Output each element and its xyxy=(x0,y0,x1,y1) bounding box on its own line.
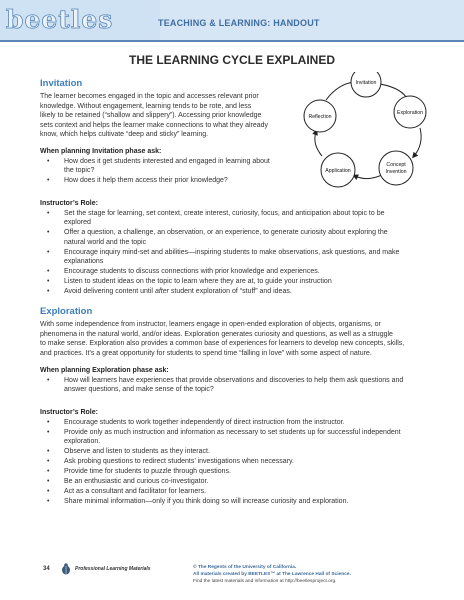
invitation-role-list xyxy=(40,209,440,297)
node-label-exploration: Exploration xyxy=(397,110,423,116)
exploration-line: phenomena in the natural world, and/or ideas. Exploration generates curiosity and questions, as well as a struggle xyxy=(40,330,393,338)
learning-cycle-diagram xyxy=(300,72,450,214)
list-item-line: • Provide only as much instruction and information as necessary to set students up for successful independent xyxy=(64,428,401,436)
invitation-ask-list xyxy=(40,157,310,186)
invitation-line: sets context and helps the learner make connections to what they already xyxy=(40,121,269,129)
list-item xyxy=(40,477,440,486)
list-item-line: • Listen to student ideas on the topic to learn where they are at, to guide your instruction xyxy=(64,277,332,285)
copyright-line: © The Regents of the University of California. xyxy=(193,565,297,570)
exploration-line: to make sense. Exploration also provides a common base of experiences for learners to develop new concepts, skills, xyxy=(40,340,405,348)
exploration-heading: Exploration xyxy=(40,306,93,317)
list-item xyxy=(40,418,440,427)
list-item xyxy=(40,497,440,506)
cycle-node-concept-invention xyxy=(379,151,413,185)
node-label-invention: Invention xyxy=(385,169,407,175)
list-item xyxy=(40,376,440,395)
list-item-line: • Set the stage for learning, set context, create interest, curiosity, focus, and anticipation about topic to be xyxy=(64,210,385,217)
list-item xyxy=(40,447,440,456)
list-item-line: explored xyxy=(64,219,91,227)
page-footer xyxy=(0,558,464,600)
list-item-line: • How does it help them access their prior knowledge? xyxy=(64,177,228,185)
invitation-heading: Invitation xyxy=(40,78,83,89)
list-item-line: the topic? xyxy=(64,167,95,175)
list-item-line: natural world and the topic xyxy=(64,238,147,246)
exploration-line: With some independence from instructor, learners engage in open-ended exploration of objects, organisms, or xyxy=(40,321,381,328)
website-line: Find the latest materials and information at http://beetlesproject.org. xyxy=(193,579,337,584)
list-item xyxy=(40,487,440,496)
list-item-line: • Observe and listen to students as they interact. xyxy=(64,448,210,456)
list-item xyxy=(40,467,440,476)
list-item xyxy=(40,267,440,276)
beetles-logo xyxy=(0,0,160,40)
node-label-concept: Concept xyxy=(386,162,406,168)
list-item-line: • Act as a consultant and facilitator for learners. xyxy=(64,487,207,495)
list-item xyxy=(40,457,440,466)
arrow-application-reflection xyxy=(315,132,322,156)
cycle-node-invitation xyxy=(351,72,381,97)
list-item-line: • Share minimal information—only if you think doing so will increase curiosity and exploration. xyxy=(64,497,349,505)
page-title: THE LEARNING CYCLE EXPLAINED xyxy=(128,53,335,67)
list-item xyxy=(40,176,310,185)
logo-text: beetles xyxy=(6,5,114,34)
list-item xyxy=(40,287,440,296)
cycle-node-reflection xyxy=(304,100,336,132)
invitation-line: know, which helps cultivate “deep and sticky” learning. xyxy=(40,131,209,139)
list-item-line: • Offer a question, a challenge, an observation, or an experience, to generate curiosity about exploring the xyxy=(64,229,388,237)
list-item xyxy=(40,228,440,247)
beetle-logo-icon xyxy=(59,563,73,575)
arrow-exploration-concept xyxy=(414,128,421,156)
list-item-line: • Ask probing questions to redirect students’ investigations when necessary. xyxy=(64,458,294,466)
invitation-line: likely to be retained (“shallow and slippery”). Accessing prior knowledge xyxy=(40,112,262,120)
exploration-role-heading: Instructor’s Role: xyxy=(40,409,98,416)
footer-tagline: Professional Learning Materials xyxy=(75,566,151,572)
text-run: Avoid delivering content until xyxy=(64,287,155,295)
header-title: TEACHING & LEARNING: HANDOUT xyxy=(158,18,320,28)
invitation-line: The learner becomes engaged in the topic and accesses relevant prior xyxy=(40,93,259,100)
invitation-paragraph xyxy=(40,92,268,140)
list-item-line: • Encourage students to discuss connections with prior knowledge and experiences. xyxy=(64,267,320,275)
list-item-line: • Provide time for students to puzzle through questions. xyxy=(64,468,231,476)
page-header xyxy=(0,0,464,40)
list-item xyxy=(40,428,440,447)
node-label-reflection: Reflection xyxy=(308,114,332,120)
arrow-reflection-invitation xyxy=(326,82,354,100)
list-item xyxy=(40,157,310,176)
invitation-line: knowledge. Without engagement, learning tends to be rote, and less xyxy=(40,102,252,110)
list-item xyxy=(40,248,440,267)
footer-credits xyxy=(193,564,351,585)
list-item-line: • How does it get students interested and engaged in learning about xyxy=(64,158,270,165)
list-item xyxy=(40,277,440,286)
list-item-line: • Be an enthusiastic and curious co-investigator. xyxy=(64,477,209,485)
exploration-ask-list xyxy=(40,376,440,395)
exploration-ask-heading: When planning Exploration phase ask: xyxy=(40,367,169,374)
cycle-node-application xyxy=(321,153,355,187)
list-item-line: exploration. xyxy=(64,438,101,446)
node-label-invitation: Invitation xyxy=(355,80,377,86)
list-item-line: • Encourage inquiry mind-set and abilities—inspiring students to make observations, ask questions, and make xyxy=(64,248,400,256)
exploration-line: and practices. It’s a great opportunity for students to spend time “falling in love” with some aspect of nature. xyxy=(40,349,372,357)
list-item-line xyxy=(64,287,440,296)
cycle-node-exploration xyxy=(394,96,426,128)
list-item-line: • How will learners have experiences that provide observations and discoveries to help them ask questions and xyxy=(64,377,404,384)
emphasis-text: after xyxy=(154,287,169,295)
exploration-role-list xyxy=(40,418,440,507)
text-run: student exploration of “stuff” and ideas. xyxy=(168,287,292,295)
arrow-concept-application xyxy=(355,174,384,179)
credit-line: All materials created by BEETLES™ at The Lawrence Hall of Science. xyxy=(193,572,351,577)
exploration-paragraph xyxy=(40,320,404,358)
list-item-line: • Encourage students to work together independently of direct instruction from the instructor. xyxy=(64,419,345,426)
node-label-application: Application xyxy=(325,168,351,174)
invitation-role-heading: Instructor’s Role: xyxy=(40,200,98,207)
list-item-line: explanations xyxy=(64,258,104,266)
invitation-ask-heading: When planning Invitation phase ask: xyxy=(40,148,162,155)
page-number: 34 xyxy=(43,566,50,572)
list-item-line: answer questions, and make sense of the topic? xyxy=(64,386,214,394)
header-rule xyxy=(0,40,464,42)
list-item xyxy=(40,209,440,228)
